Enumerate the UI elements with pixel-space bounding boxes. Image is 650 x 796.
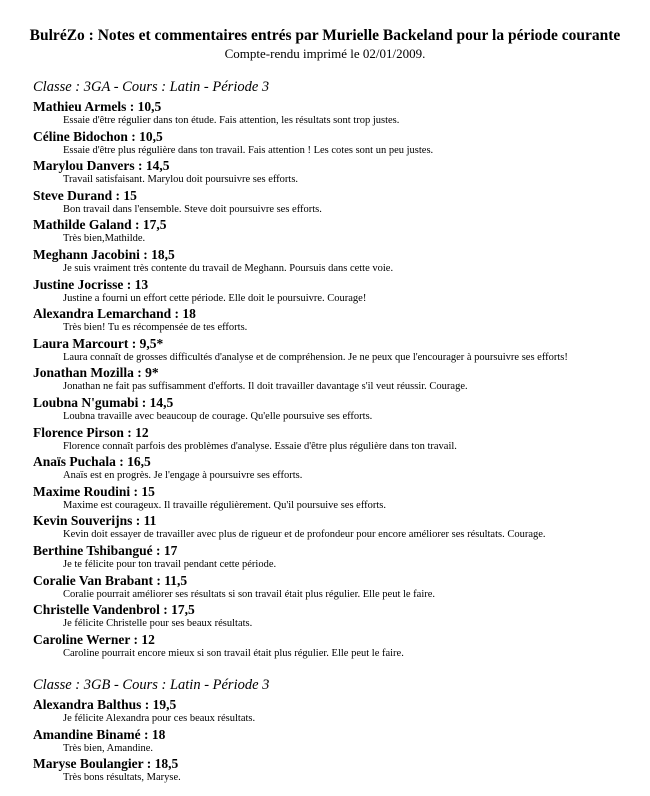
student-name-grade: Florence Pirson : 12 (33, 424, 149, 440)
student-entry (33, 453, 650, 483)
student-name-grade: Laura Marcourt : 9,5* (33, 335, 164, 351)
student-comment: Je félicite Alexandra pour ces beaux résultats. (63, 713, 256, 725)
student-name-grade: Maxime Roudini : 15 (33, 483, 155, 499)
student-comment: Très bons résultats, Maryse. (63, 772, 181, 784)
student-comment: Bon travail dans l'ensemble. Steve doit poursuivre ses efforts. (63, 203, 322, 215)
student-entry (33, 424, 650, 454)
student-comment: Loubna travaille avec beaucoup de courage. Qu'elle poursuive ses efforts. (63, 410, 373, 422)
student-comment: Laura connaît de grosses difficultés d'analyse et de compréhension. Je ne peux que l'encourager à poursuivre ses efforts! (63, 351, 568, 363)
student-name-grade: Steve Durand : 15 (33, 187, 137, 203)
student-name-grade: Jonathan Mozilla : 9* (33, 365, 159, 381)
student-comment: Florence connaît parfois des problèmes d'analyse. Essaie d'être plus régulière dans ton travail. (63, 440, 457, 452)
student-entry (33, 246, 650, 276)
student-name-grade: Justine Jocrisse : 13 (33, 276, 149, 292)
student-entry (33, 483, 650, 513)
student-name-grade: Meghann Jacobini : 18,5 (33, 246, 175, 262)
student-name-grade: Amandine Binamé : 18 (33, 726, 166, 742)
report-title: BulréZo : Notes et commentaires entrés par Murielle Backeland pour la période courante (29, 27, 621, 44)
report-subtitle: Compte-rendu imprimé le 02/01/2009. (224, 46, 426, 61)
student-name-grade: Coralie Van Brabant : 11,5 (33, 572, 188, 588)
section-title: Classe : 3GA - Cours : Latin - Période 3 (33, 79, 270, 95)
student-comment: Essaie d'être régulier dans ton étude. Fais attention, les résultats sont trop justes. (63, 115, 400, 126)
student-name-grade: Céline Bidochon : 10,5 (33, 128, 163, 144)
section-title: Classe : 3GB - Cours : Latin - Période 3 (33, 677, 270, 694)
student-comment: Coralie pourrait améliorer ses résultats si son travail était plus régulier. Elle peut le faire. (63, 588, 436, 600)
student-name-grade: Alexandra Lemarchand : 18 (33, 306, 196, 322)
student-name-grade: Caroline Werner : 12 (33, 631, 155, 647)
student-name-grade: Loubna N'gumabi : 14,5 (33, 394, 174, 410)
student-entry (33, 364, 650, 394)
student-comment: Très bien, Amandine. (63, 742, 154, 754)
student-comment: Maxime est courageux. Il travaille régulièrement. Qu'il poursuive ses efforts. (63, 499, 387, 511)
student-name-grade: Anaïs Puchala : 16,5 (33, 454, 151, 470)
student-comment: Anaïs est en progrès. Je l'engage à poursuivre ses efforts. (63, 470, 303, 482)
student-comment: Je suis vraiment très contente du travail de Meghann. Poursuis dans cette voie. (63, 262, 394, 274)
student-entry (33, 601, 650, 631)
student-entry (33, 512, 650, 542)
class-section (33, 78, 650, 660)
report-header (0, 0, 650, 62)
student-comment: Travail satisfaisant. Marylou doit poursuivre ses efforts. (63, 174, 299, 186)
student-entry (33, 335, 650, 365)
student-name-grade: Mathilde Galand : 17,5 (33, 217, 167, 233)
student-comment: Kevin doit essayer de travailler avec plus de rigueur et de profondeur pour encore améliorer ses résultats. Courage. (63, 529, 546, 541)
student-entry (33, 631, 650, 661)
student-entry (33, 542, 650, 572)
student-name-grade: Alexandra Balthus : 19,5 (33, 697, 177, 713)
student-comment: Très bien! Tu es récompensée de tes efforts. (63, 322, 248, 334)
student-comment: Je te félicite pour ton travail pendant cette période. (63, 558, 277, 570)
student-entry (33, 755, 650, 785)
class-section (33, 676, 650, 785)
student-name-grade: Mathieu Armels : 10,5 (33, 99, 162, 114)
student-entry (33, 572, 650, 602)
student-comment: Je félicite Christelle pour ses beaux résultats. (63, 618, 253, 630)
student-entry (33, 305, 650, 335)
student-name-grade: Maryse Boulangier : 18,5 (33, 756, 179, 772)
sections-container (0, 78, 650, 785)
student-name-grade: Marylou Danvers : 14,5 (33, 158, 170, 174)
student-entry (33, 98, 650, 128)
student-entry (33, 394, 650, 424)
student-entry (33, 726, 650, 756)
student-entry (33, 128, 650, 158)
student-comment: Essaie d'être plus régulière dans ton travail. Fais attention ! Les cotes sont un peu justes. (63, 144, 434, 156)
student-entry (33, 276, 650, 306)
student-name-grade: Christelle Vandenbrol : 17,5 (33, 602, 195, 618)
student-comment: Très bien,Mathilde. (63, 233, 146, 245)
student-name-grade: Kevin Souverijns : 11 (33, 513, 157, 529)
student-name-grade: Berthine Tshibangué : 17 (33, 542, 178, 558)
student-entry (33, 216, 650, 246)
student-comment: Jonathan ne fait pas suffisamment d'efforts. Il doit travailler davantage s'il veut réussir. Courage. (63, 381, 468, 393)
student-entry (33, 157, 650, 187)
student-entry (33, 696, 650, 726)
student-comment: Caroline pourrait encore mieux si son travail était plus régulier. Elle peut le faire. (63, 647, 404, 659)
student-entry (33, 187, 650, 217)
student-comment: Justine a fourni un effort cette période. Elle doit le poursuivre. Courage! (63, 292, 367, 304)
